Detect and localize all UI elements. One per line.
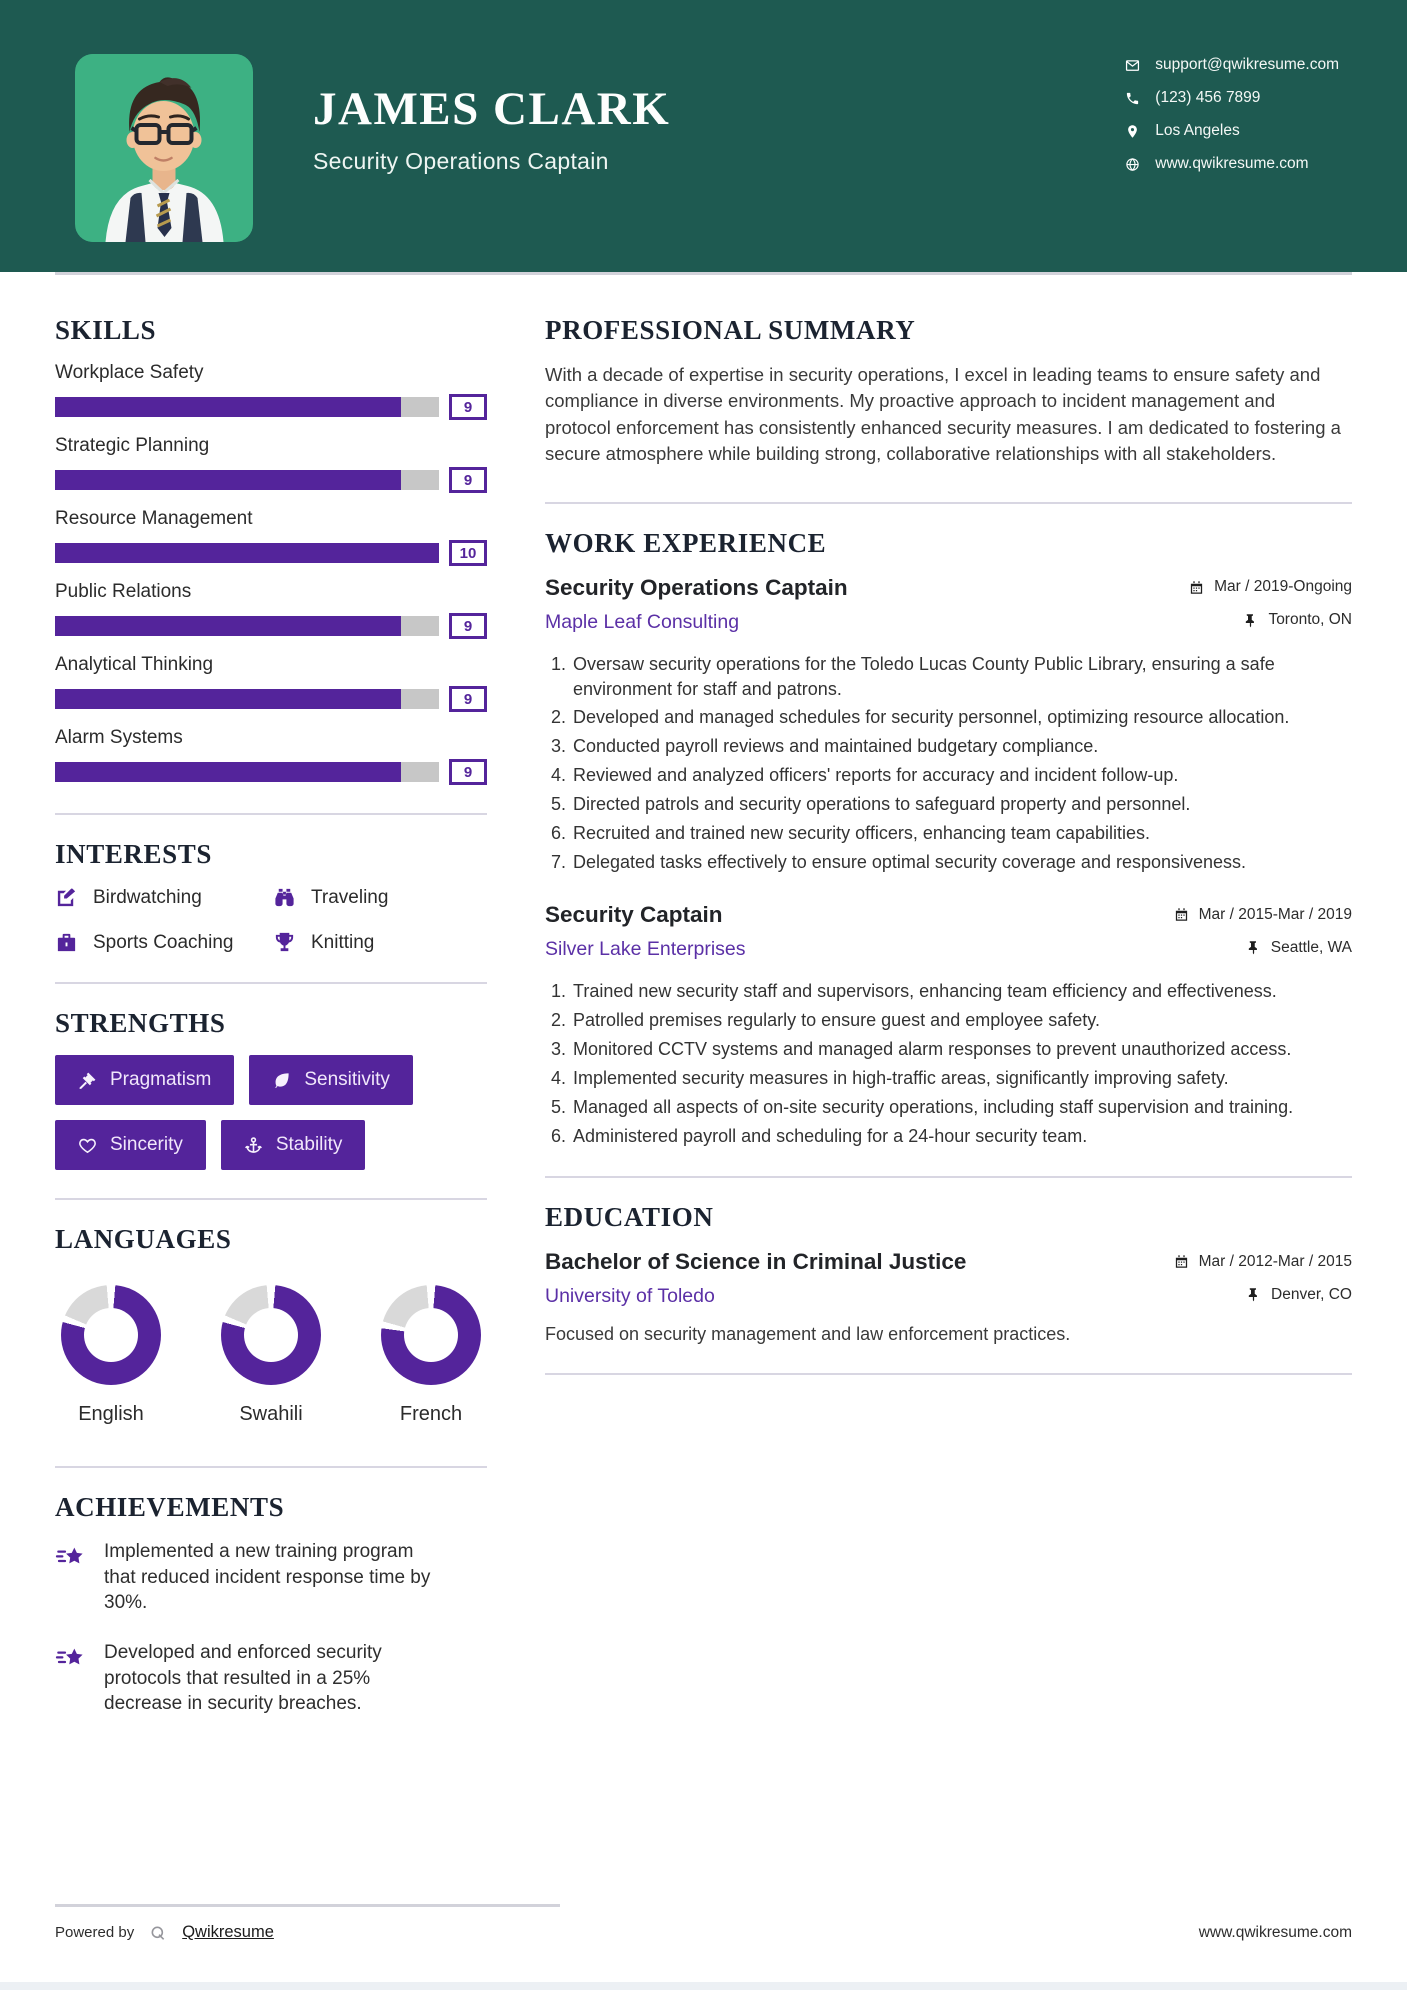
company-link[interactable]: Maple Leaf Consulting	[545, 610, 740, 633]
contact-text: (123) 456 7899	[1155, 89, 1261, 106]
main-content	[55, 272, 1352, 1741]
heart-icon	[78, 1136, 97, 1155]
leaf-icon	[272, 1071, 291, 1090]
profile-photo-illustration	[75, 54, 253, 242]
strength-label: Pragmatism	[110, 1069, 212, 1090]
skill-bar-track	[55, 543, 439, 563]
job-location-text: Toronto, ON	[1268, 611, 1352, 629]
skill-item	[55, 581, 487, 639]
education-dates	[1174, 1253, 1352, 1271]
job-bullet: 2. Patrolled premises regularly to ensure guest and employee safety.	[571, 1008, 1352, 1033]
skill-bar	[55, 467, 487, 493]
person-title: Security Operations Captain	[313, 148, 609, 174]
job-title: Security Captain	[545, 902, 723, 928]
interest-label: Knitting	[311, 931, 375, 953]
job-header-row	[545, 902, 1352, 928]
interest-item	[273, 886, 487, 909]
name-block	[313, 82, 670, 175]
skill-value-badge: 9	[449, 613, 487, 639]
jobs-list	[545, 575, 1352, 1149]
contact-list	[1125, 56, 1339, 173]
education-location	[1246, 1286, 1352, 1304]
interests-heading: INTERESTS	[55, 839, 212, 869]
job-bullet: 1. Trained new security staff and supervisors, enhancing team efficiency and effectiveness.	[571, 979, 1352, 1004]
contact-item[interactable]	[1125, 122, 1339, 140]
footer	[55, 1904, 1352, 1942]
skill-label: Resource Management	[55, 508, 253, 529]
divider	[55, 982, 487, 984]
contact-text: Los Angeles	[1155, 122, 1240, 139]
contact-item[interactable]	[1125, 89, 1339, 107]
skill-bar-track	[55, 616, 439, 636]
strength-chip	[55, 1120, 206, 1170]
strength-label: Stability	[275, 1134, 343, 1155]
skill-bar-fill	[55, 470, 401, 490]
interest-item	[55, 931, 273, 954]
education-location-text: Denver, CO	[1271, 1285, 1352, 1303]
language-donut-chart	[381, 1285, 481, 1385]
skills-list	[55, 362, 487, 785]
job-bullet: 4. Implemented security measures in high-traffic areas, significantly improving safety.	[571, 1066, 1352, 1091]
skill-bar	[55, 394, 487, 420]
trophy-icon	[273, 931, 296, 954]
skill-value-badge: 9	[449, 686, 487, 712]
strength-label: Sensitivity	[304, 1069, 390, 1090]
job-bullet: 4. Reviewed and analyzed officers' reports for accuracy and incident follow-up.	[571, 763, 1352, 788]
pin-icon	[1246, 1287, 1261, 1302]
job-dates	[1174, 906, 1352, 924]
job-bullet: 7. Delegated tasks effectively to ensure optimal security coverage and responsiveness.	[571, 850, 1352, 875]
achievement-text: Implemented a new training program that reduced incident response time by 30%.	[104, 1541, 431, 1614]
job-bullet: 6. Recruited and trained new security officers, enhancing team capabilities.	[571, 821, 1352, 846]
skill-bar-track	[55, 762, 439, 782]
divider	[545, 502, 1352, 504]
skill-label: Workplace Safety	[55, 362, 204, 383]
job-dates-text: Mar / 2015-Mar / 2019	[1198, 905, 1352, 923]
interest-label: Sports Coaching	[93, 931, 234, 953]
achievements-heading: ACHIEVEMENTS	[55, 1492, 285, 1522]
education-heading: EDUCATION	[545, 1202, 714, 1233]
degree-title: Bachelor of Science in Criminal Justice	[545, 1249, 967, 1275]
job-location	[1246, 939, 1352, 957]
education-description: Focused on security management and law enforcement practices.	[545, 1324, 1071, 1345]
skill-item	[55, 727, 487, 785]
interest-item	[55, 886, 273, 909]
pin-icon	[1246, 940, 1261, 955]
language-item	[215, 1285, 327, 1426]
language-label: Swahili	[239, 1403, 303, 1425]
skill-bar-fill	[55, 689, 401, 709]
skill-item	[55, 362, 487, 420]
job-bullet: 3. Monitored CCTV systems and managed alarm responses to prevent unauthorized access.	[571, 1037, 1352, 1062]
job-bullet: 6. Administered payroll and scheduling for a 24-hour security team.	[571, 1124, 1352, 1149]
strength-label: Sincerity	[110, 1134, 183, 1155]
gavel-icon	[78, 1071, 97, 1090]
skill-item	[55, 654, 487, 712]
job-entry	[545, 902, 1352, 1148]
interest-label: Traveling	[311, 886, 389, 908]
summary-text: With a decade of expertise in security operations, I excel in leading teams to ensure safety and compliance in diverse environments. My proactive approach to incident management and protocol enforcement has consistently enhanced security measures. I am dedicated to fostering a secure atmosphere while building strong, collaborative relationships with all stakeholders.	[545, 364, 1341, 465]
job-location-text: Seattle, WA	[1270, 938, 1352, 956]
divider	[55, 813, 487, 815]
skills-heading: SKILLS	[55, 315, 157, 345]
languages-list	[55, 1285, 487, 1426]
divider	[55, 1466, 487, 1468]
strength-chip	[55, 1055, 234, 1105]
job-bullet: 1. Oversaw security operations for the Toledo Lucas County Public Library, ensuring a safe environment for staff and patrons.	[571, 652, 1352, 702]
language-donut-chart	[221, 1285, 321, 1385]
skill-bar-fill	[55, 762, 401, 782]
divider	[545, 1176, 1352, 1178]
job-entry	[545, 575, 1352, 875]
skill-bar-track	[55, 470, 439, 490]
job-bullet-list	[545, 979, 1352, 1148]
contact-item[interactable]	[1125, 56, 1339, 74]
language-donut-chart	[61, 1285, 161, 1385]
calendar-icon	[1174, 907, 1189, 922]
skill-bar-fill	[55, 616, 401, 636]
contact-item[interactable]	[1125, 155, 1339, 173]
qwikresume-link[interactable]: Qwikresume	[182, 1923, 274, 1941]
language-label: English	[78, 1403, 144, 1425]
right-column	[545, 275, 1352, 1741]
calendar-icon	[1174, 1254, 1189, 1269]
calendar-icon	[1189, 580, 1204, 595]
skill-item	[55, 508, 487, 566]
achievements-list	[55, 1539, 487, 1717]
summary-heading: PROFESSIONAL SUMMARY	[545, 315, 916, 345]
job-dates	[1189, 578, 1352, 596]
skill-bar-track	[55, 397, 439, 417]
binoculars-icon	[273, 886, 296, 909]
skill-bar-fill	[55, 397, 401, 417]
skill-label: Public Relations	[55, 581, 192, 602]
skill-label: Strategic Planning	[55, 435, 210, 456]
job-bullet-list	[545, 652, 1352, 875]
skill-value-badge: 9	[449, 759, 487, 785]
profile-photo	[75, 54, 253, 242]
education-entry	[545, 1249, 1352, 1345]
skill-value-badge: 10	[449, 540, 487, 566]
language-item	[55, 1285, 167, 1426]
languages-heading: LANGUAGES	[55, 1224, 232, 1254]
briefcase-icon	[55, 931, 78, 954]
skill-bar-track	[55, 689, 439, 709]
strengths-heading: STRENGTHS	[55, 1008, 226, 1038]
job-bullet: 5. Directed patrols and security operations to safeguard property and personnel.	[571, 792, 1352, 817]
achievement-text: Developed and enforced security protocols that resulted in a 25% decrease in security breaches.	[104, 1641, 382, 1715]
job-location	[1243, 611, 1352, 629]
language-item	[375, 1285, 487, 1426]
skill-value-badge: 9	[449, 394, 487, 420]
anchor-icon	[244, 1136, 263, 1155]
header	[0, 0, 1407, 272]
language-label: French	[399, 1403, 463, 1425]
interest-label: Birdwatching	[93, 886, 202, 908]
job-bullet: 2. Developed and managed schedules for security personnel, optimizing resource allocation.	[571, 705, 1352, 730]
shooting-star-icon	[55, 1642, 87, 1674]
contact-text: support@qwikresume.com	[1155, 56, 1339, 73]
footer-site-url[interactable]: www.qwikresume.com	[1198, 1923, 1352, 1941]
company-link[interactable]: Silver Lake Enterprises	[545, 938, 746, 961]
email-icon	[1125, 58, 1140, 73]
job-subheader-row	[545, 601, 1352, 634]
skill-label: Analytical Thinking	[55, 654, 214, 675]
job-bullet: 3. Conducted payroll reviews and maintained budgetary compliance.	[571, 734, 1352, 759]
shooting-star-icon	[55, 1541, 87, 1573]
phone-icon	[1125, 91, 1140, 106]
powered-by-label: Powered by	[55, 1924, 135, 1941]
skill-bar	[55, 686, 487, 712]
interest-item	[273, 931, 487, 954]
left-column	[55, 275, 487, 1741]
skill-bar	[55, 759, 487, 785]
location-icon	[1125, 124, 1140, 139]
strength-chip	[249, 1055, 413, 1105]
contact-text: www.qwikresume.com	[1155, 155, 1309, 172]
achievement-item	[55, 1539, 487, 1616]
interests-list	[55, 886, 487, 954]
page-bottom-band	[0, 1982, 1407, 1990]
globe-icon	[1125, 157, 1140, 172]
skill-item	[55, 435, 487, 493]
footer-divider	[55, 1904, 560, 1907]
job-title: Security Operations Captain	[545, 574, 848, 600]
job-bullet: 5. Managed all aspects of on-site security operations, including staff supervision and training.	[571, 1095, 1352, 1120]
qwikresume-logo-icon	[150, 1925, 166, 1941]
education-dates-text: Mar / 2012-Mar / 2015	[1198, 1252, 1352, 1270]
job-dates-text: Mar / 2019-Ongoing	[1214, 578, 1352, 596]
skill-bar	[55, 613, 487, 639]
skill-value-badge: 9	[449, 467, 487, 493]
job-subheader-row	[545, 928, 1352, 961]
strength-chip	[221, 1120, 366, 1170]
school-link[interactable]: University of Toledo	[545, 1285, 715, 1308]
skill-label: Alarm Systems	[55, 727, 183, 748]
skill-bar	[55, 540, 487, 566]
person-name: JAMES CLARK	[313, 83, 671, 135]
pencil-icon	[55, 886, 78, 909]
divider	[545, 1373, 1352, 1375]
divider	[55, 1198, 487, 1200]
achievement-item	[55, 1640, 487, 1717]
pin-icon	[1243, 613, 1258, 628]
strengths-list	[55, 1055, 487, 1170]
experience-heading: WORK EXPERIENCE	[545, 527, 827, 558]
job-header-row	[545, 575, 1352, 601]
skill-bar-fill	[55, 543, 439, 563]
